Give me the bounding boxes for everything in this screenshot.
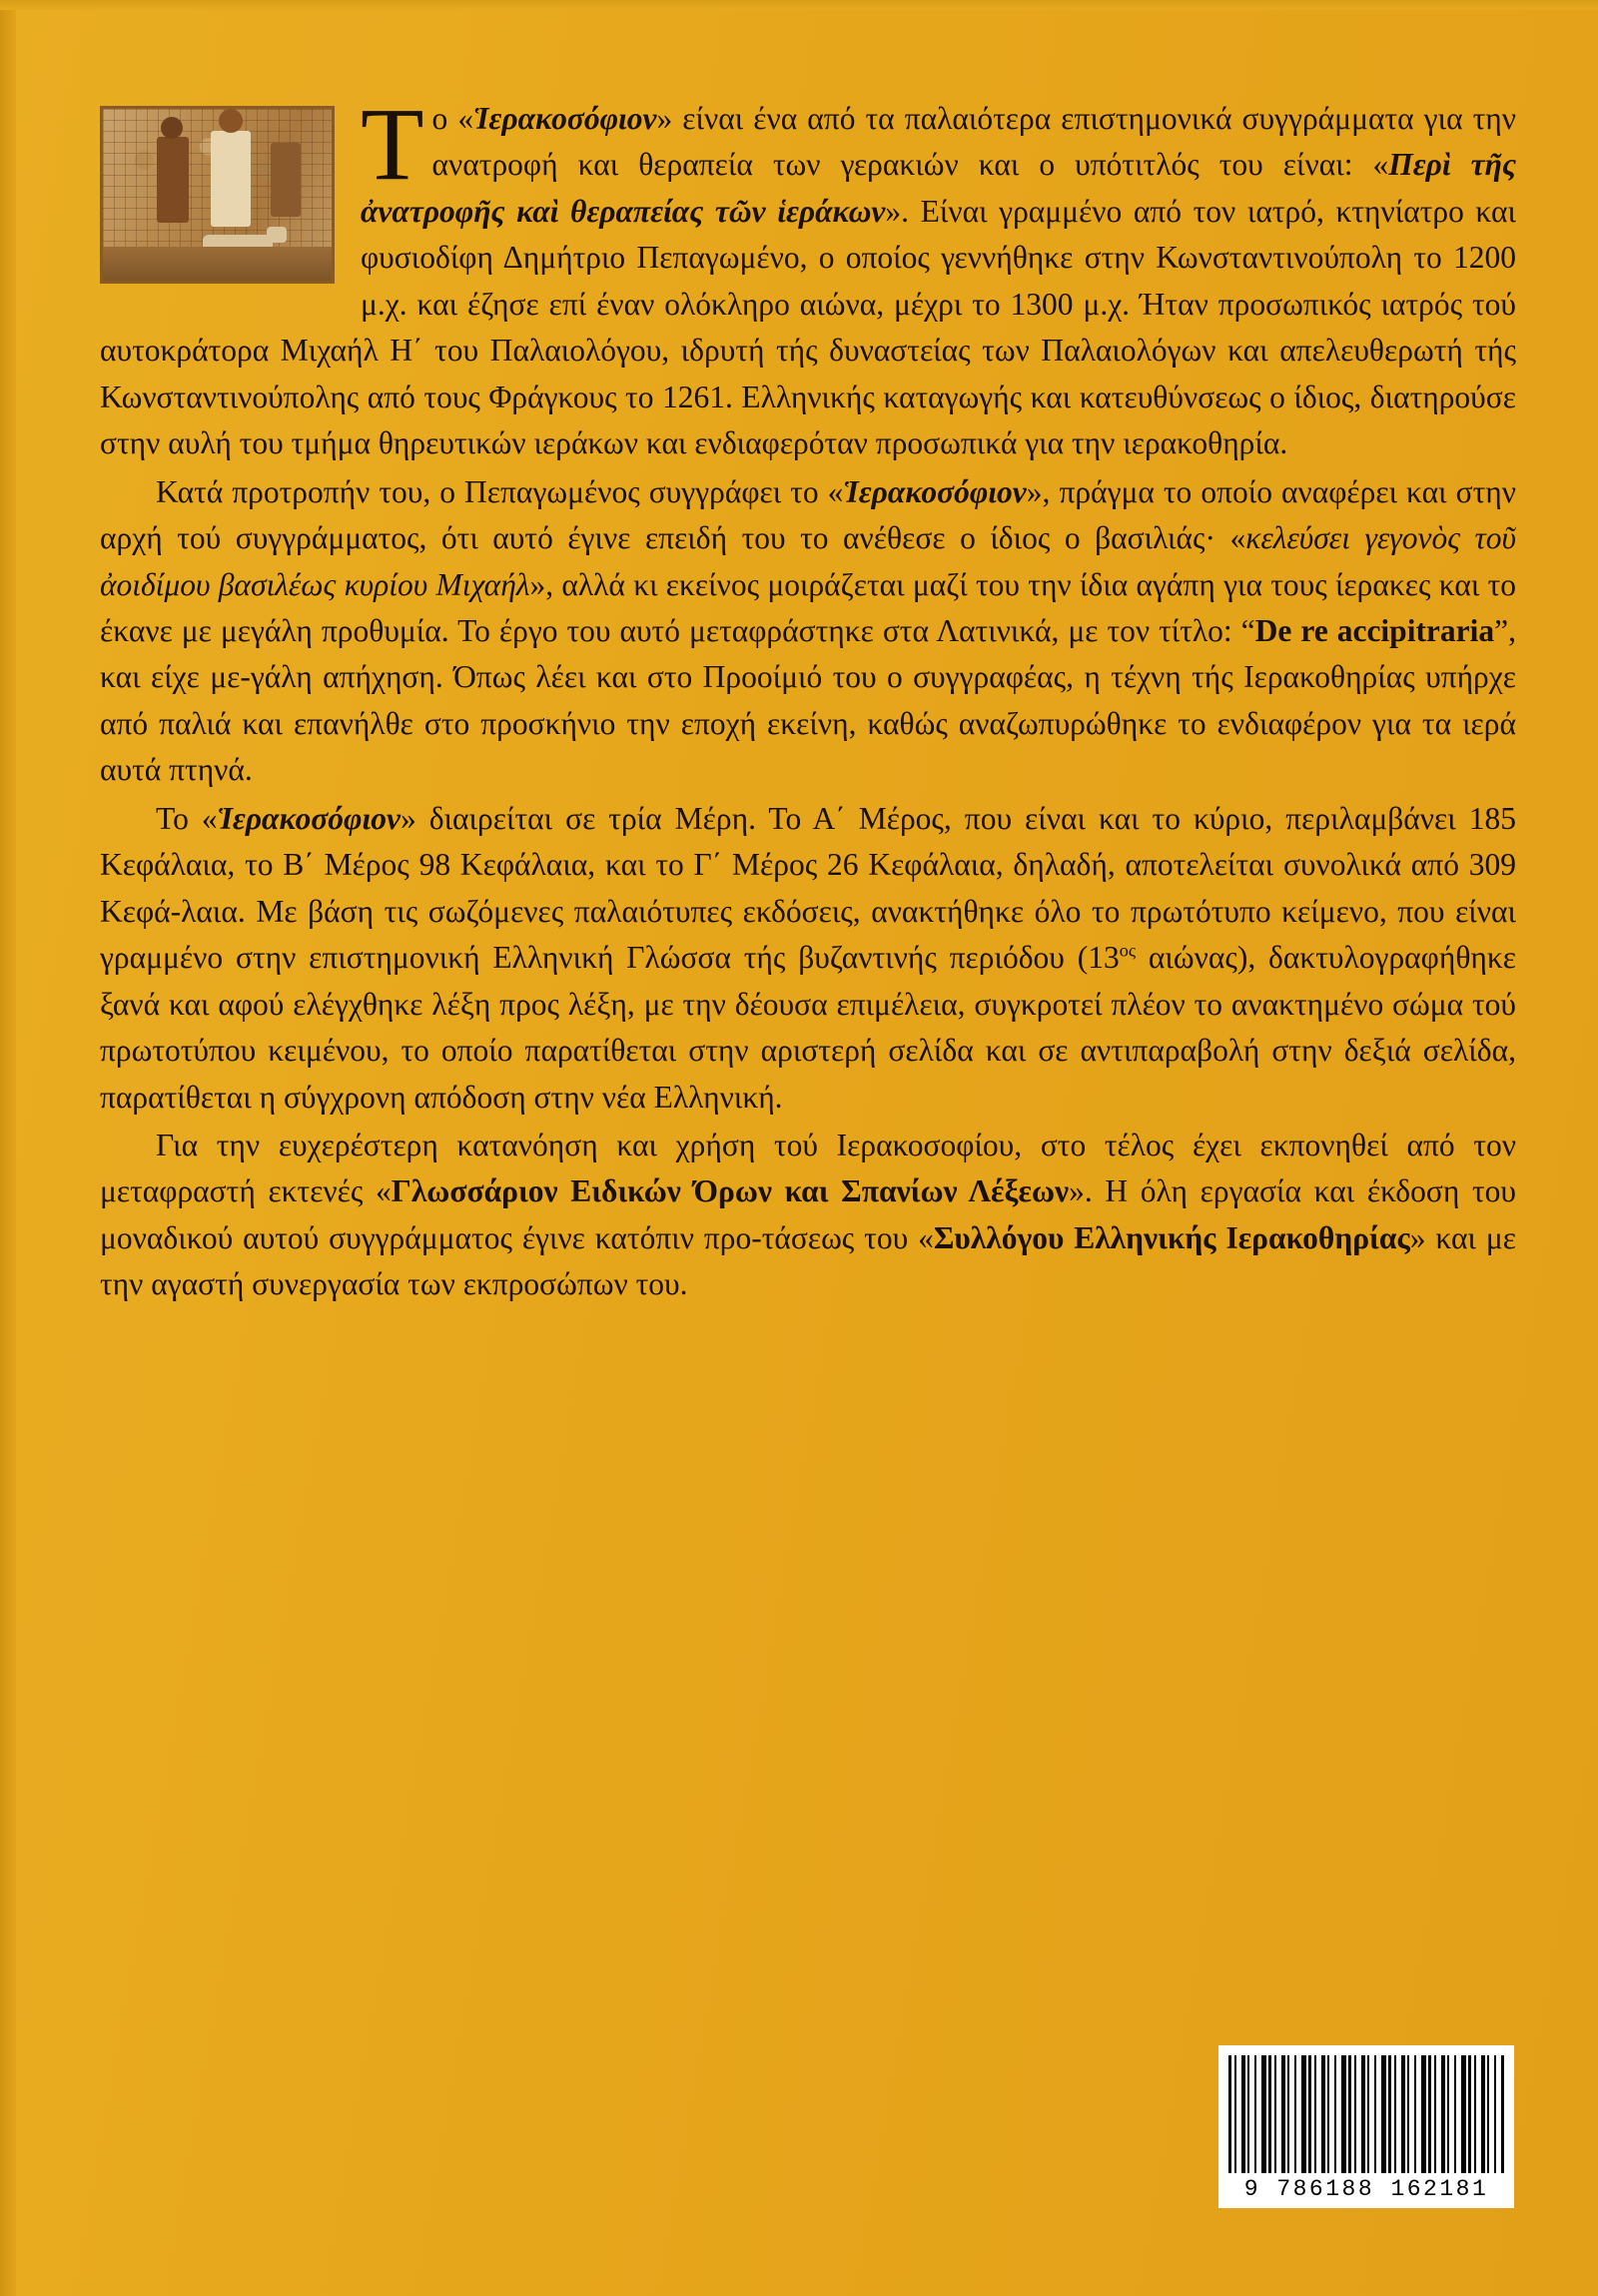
p1-text-b: » είναι ένα από τα παλαιότερα επιστημονικά συγγράμματα για την ανατροφή και θεραπεία των γερακιών και ο υπότιτλός του είναι: « <box>431 101 1517 183</box>
p2-latin-title: De re accipitraria <box>1254 612 1495 648</box>
mosaic-figure-center <box>211 131 251 227</box>
barcode-bars <box>1228 2055 1504 2173</box>
p4-text-b: ». Η όλη εργασία και έκδοση του μοναδικού αυτού συγγράμματος έγινε κατόπιν προ-τάσεως του « <box>100 1173 1516 1255</box>
byzantine-mosaic-image <box>100 106 335 284</box>
p1-text-c: ». Είναι γραμμένο από τον ιατρό, κτηνίατρο και φυσιοδίφη Δημήτριο Πεπαγωμένο, ο οποίος γεννήθηκε στην Κωνσταντινούπολη το 1200 μ.χ. και έζησε επί έναν ολόκληρο αιώνα, μέχρι το 1300 μ.χ. Ήταν προσωπικός ιατρός τού αυτοκράτορα Μιχαήλ Η΄ του Παλαιολόγου, ιδρυτή τής δυναστείας των Παλαιολόγων και απελευθερωτή τής Κωνσταντινούπολης από τους Φράγκους το 1261. Ελληνικής καταγωγής και κατευθύνσεως ο ίδιος, διατηρούσε στην αυλή του τμήμα θηρευτικών ιεράκων και ενδιαφερόταν προσωπικά για την ιερακοθηρία. <box>100 193 1516 461</box>
p4-text-c: » και με την αγαστή συνεργασία των εκπροσώπων του. <box>100 1219 1516 1302</box>
p2-text-a: Κατά προτροπήν του, ο Πεπαγωμένος συγγράφει το « <box>156 473 844 509</box>
barcode-number: 9 786188 162181 <box>1243 2176 1489 2202</box>
isbn-barcode <box>1218 2045 1514 2208</box>
p2-work-title: Ἱερακοσόφιον <box>843 473 1027 509</box>
paragraph-2 <box>100 469 1516 794</box>
back-cover-text <box>100 87 1517 1308</box>
p1-work-title: Ἱερακοσόφιον <box>473 101 657 136</box>
p3-text-c: αιώνας), δακτυλογραφήθηκε ξανά και αφού ελέγχθηκε λέξη προς λέξη, με την δέουσα επιμέλεια, συγκροτεί πλέον το ανακτημένο σώμα τού πρωτοτύπου κειμένου, το οποίο παρατίθεται στην αριστερή σελίδα και σε αντιπαραβολή στην δεξιά σελίδα, παρατίθεται η σύγχρονη απόδοση στην νέα Ελληνική. <box>100 940 1516 1115</box>
p3-ordinal-suffix: ος <box>1119 940 1137 961</box>
p2-greek-quote: κελεύσει γεγονὸς τοῦ ἀοιδίμου βασιλέως κυρίου Μιχαήλ <box>100 520 1516 602</box>
mosaic-ground-band <box>103 247 332 281</box>
p1-subtitle: Περὶ τῆς ἀνατροφῆς καὶ θεραπείας τῶν ἱεράκων <box>361 147 1516 229</box>
p4-glossary-title: Γλωσσάριον Ειδικών Όρων και Σπανίων Λέξεων <box>391 1173 1070 1209</box>
p2-text-c: », αλλά κι εκείνος μοιράζεται μαζί του την ίδια αγάπη για τους ίερακες και το έκανε με μεγάλη προθυμία. Το έργο του αυτό μεταφράστηκε στα Λατινικά, με τον τίτλο: “ <box>100 566 1516 648</box>
p3-work-title: Ἱερακοσόφιον <box>217 800 400 836</box>
p4-text-a: Για την ευχερέστερη κατανόηση και χρήση τού Ιερακοσοφίου, στο τέλος έχει εκπονηθεί από τον μεταφραστή εκτενές « <box>100 1127 1516 1209</box>
p3-text-a: Το « <box>156 800 218 836</box>
page-edge-top <box>0 0 1598 10</box>
drop-cap: Τ <box>361 87 424 202</box>
mosaic-figure-right <box>271 143 301 217</box>
p2-text-b: », πράγμα το οποίο αναφέρει και στην αρχή τού συγγράμματος, ότι αυτό έγινε επειδή του το ανέθεσε ο ίδιος ο βασιλιάς· « <box>100 473 1516 556</box>
p4-society-name: Συλλόγου Ελληνικής Ιερακοθηρίας <box>933 1219 1410 1255</box>
paragraph-3 <box>100 796 1516 1121</box>
mosaic-figure-left <box>157 137 189 223</box>
p2-text-d: ”, και είχε με-γάλη απήχηση. Όπως λέει και στο Προοίμιό του ο συγγραφέας, η τέχνη τής Ιερακοθηρίας υπήρχε από παλιά και επανήλθε στο προσκήνιο την εποχή εκείνη, καθώς αναζωπυρώθηκε το ενδιαφέρον για τα ιερά αυτά πτηνά. <box>100 612 1517 788</box>
p1-text-a: ο « <box>431 101 474 136</box>
page-edge-left <box>0 0 16 2296</box>
paragraph-4 <box>100 1123 1516 1308</box>
p3-text-b: » διαιρείται σε τρία Μέρη. Το Α΄ Μέρος, που είναι και το κύριο, περιλαμβάνει 185 Κεφάλαια, το Β΄ Μέρος 98 Κεφάλαια, και το Γ΄ Μέρος 26 Κεφάλαια, δηλαδή, αποτελείται συνολικά από 309 Κεφά-λαια. Με βάση τις σωζόμενες παλαιότυπες εκδόσεις, ανακτήθηκε όλο το πρωτότυπο κείμενο, που είναι γραμμένο στην επιστημονική Ελληνική Γλώσσα τής βυζαντινής περιόδου (13 <box>100 800 1516 976</box>
